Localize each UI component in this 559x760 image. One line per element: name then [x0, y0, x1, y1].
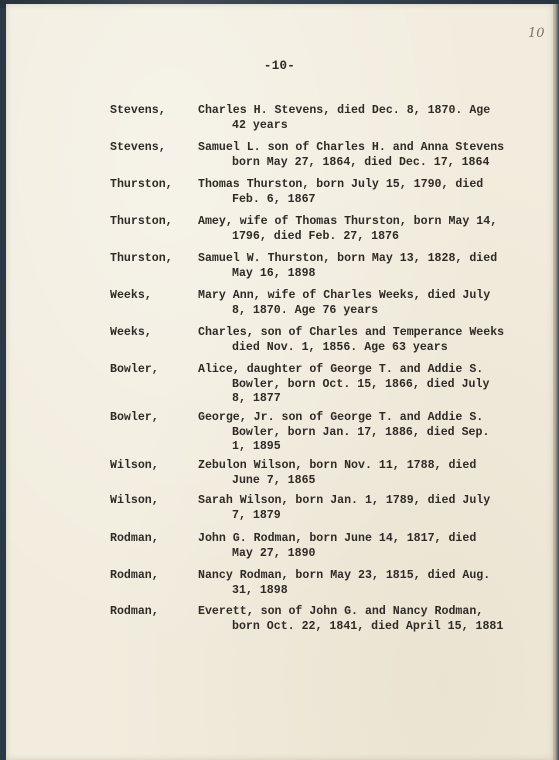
entry-line: born May 27, 1864, died Dec. 17, 1864 — [232, 155, 490, 169]
entry-line: 8, 1877 — [232, 392, 281, 406]
entry-line: 1796, died Feb. 27, 1876 — [232, 229, 399, 243]
entry-text — [198, 532, 533, 561]
entry-surname: Thurston, — [110, 178, 173, 191]
entry-line: 1, 1895 — [232, 440, 281, 454]
entry-text — [198, 289, 533, 318]
entry-surname: Bowler, — [110, 363, 159, 376]
entry-text — [198, 178, 533, 207]
entry-text — [198, 605, 533, 634]
entry-line: 7, 1879 — [232, 508, 281, 522]
entry-surname: Rodman, — [110, 605, 159, 618]
entry-line: Samuel L. son of Charles H. and Anna Stevens — [198, 141, 505, 154]
entry-text — [198, 411, 533, 455]
entry-surname: Weeks, — [110, 326, 152, 339]
entry-line: Alice, daughter of George T. and Addie S. — [198, 363, 484, 376]
entry-text — [198, 141, 533, 170]
entry-line: Mary Ann, wife of Charles Weeks, died July — [198, 289, 491, 302]
entry-line: Everett, son of John G. and Nancy Rodman, — [198, 605, 484, 618]
entry-line: Nancy Rodman, born May 23, 1815, died Aug. — [198, 569, 491, 582]
entry-line: Amey, wife of Thomas Thurston, born May 14, — [198, 215, 498, 228]
entry-surname: Rodman, — [110, 532, 159, 545]
entry-surname: Weeks, — [110, 289, 152, 302]
entry-text — [198, 252, 533, 281]
entry-text — [198, 215, 533, 244]
entry-text — [198, 363, 533, 407]
entry-line: George, Jr. son of George T. and Addie S. — [198, 411, 484, 424]
document-page — [6, 4, 553, 760]
entry-line: born Oct. 22, 1841, died April 15, 1881 — [232, 619, 504, 633]
entry-text — [198, 326, 533, 355]
entry-line: Charles H. Stevens, died Dec. 8, 1870. Age — [198, 104, 491, 117]
entry-line: died Nov. 1, 1856. Age 63 years — [232, 340, 448, 354]
entry-surname: Rodman, — [110, 569, 159, 582]
entry-line: 31, 1898 — [232, 583, 288, 597]
entry-line: Zebulon Wilson, born Nov. 11, 1788, died — [198, 459, 477, 472]
entry-line: Samuel W. Thurston, born May 13, 1828, died — [198, 252, 498, 265]
entry-surname: Bowler, — [110, 411, 159, 424]
entry-surname: Wilson, — [110, 459, 159, 472]
entry-line: Feb. 6, 1867 — [232, 192, 316, 206]
page-number: -10- — [263, 59, 296, 73]
entry-line: May 27, 1890 — [232, 546, 316, 560]
entry-text — [198, 459, 533, 488]
entry-line: 42 years — [232, 118, 288, 132]
entry-line: Bowler, born Oct. 15, 1866, died July — [232, 377, 490, 391]
entry-line: 8, 1870. Age 76 years — [232, 303, 379, 317]
entry-line: Sarah Wilson, born Jan. 1, 1789, died July — [198, 494, 491, 507]
entry-text — [198, 104, 533, 133]
entry-surname: Wilson, — [110, 494, 159, 507]
handwritten-page-number: 10 — [528, 26, 545, 41]
entry-line: May 16, 1898 — [232, 266, 316, 280]
entry-text — [198, 494, 533, 523]
entry-surname: Stevens, — [110, 104, 166, 117]
entry-line: Thomas Thurston, born July 15, 1790, died — [198, 178, 484, 191]
entry-line: John G. Rodman, born June 14, 1817, died — [198, 532, 477, 545]
entry-line: Charles, son of Charles and Temperance Weeks — [198, 326, 505, 339]
entry-surname: Thurston, — [110, 252, 173, 265]
entry-line: Bowler, born Jan. 17, 1886, died Sep. — [232, 425, 490, 439]
entry-line: June 7, 1865 — [232, 473, 316, 487]
entry-text — [198, 569, 533, 598]
entry-surname: Stevens, — [110, 141, 166, 154]
entry-surname: Thurston, — [110, 215, 173, 228]
